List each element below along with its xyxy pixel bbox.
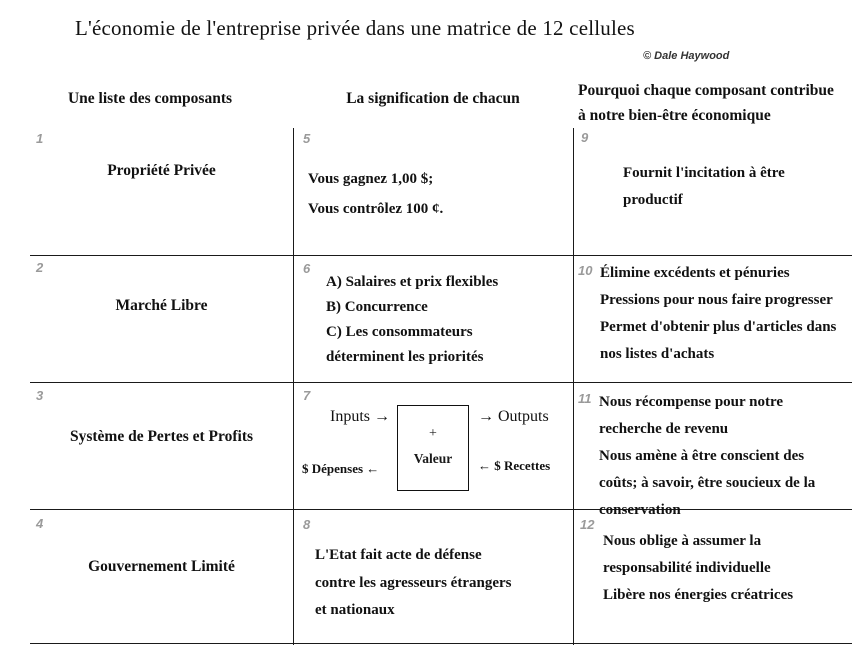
grid-vertical-divider-1 — [293, 128, 294, 645]
cell-11-line: coûts; à savoir, être soucieux de la — [599, 475, 816, 491]
cell-9-line: productif — [623, 192, 683, 208]
diagram-value-box — [397, 405, 469, 491]
column-header-contribution-line1: Pourquoi chaque composant contribue — [578, 82, 834, 99]
column-header-contribution-line2: à notre bien-être économique — [578, 107, 771, 124]
column-header-contribution — [578, 78, 867, 128]
cell-4-label: Gouvernement Limité — [88, 558, 235, 575]
grid-horizontal-divider-4 — [30, 643, 852, 644]
cell-8-number: 8 — [303, 517, 311, 532]
diagram-receipts-label: ← $ Recettes — [478, 458, 551, 473]
cell-8-text — [315, 542, 511, 625]
diagram-value-label: Valeur — [413, 451, 453, 466]
cell-7-number: 7 — [303, 388, 311, 403]
cell-5-number: 5 — [303, 131, 311, 146]
cell-1-number: 1 — [36, 131, 44, 146]
cell-9-text — [623, 160, 785, 214]
cell-6-number: 6 — [303, 261, 311, 276]
column-header-components: Une liste des composants — [67, 90, 233, 107]
cell-5-text — [308, 164, 443, 224]
cell-8-line: et nationaux — [315, 602, 395, 618]
cell-11-number: 11 — [578, 391, 592, 406]
cell-6-line: déterminent les priorités — [326, 349, 484, 365]
cell-6-line: C) Les consommateurs — [326, 324, 473, 340]
cell-6-line: A) Salaires et prix flexibles — [326, 274, 499, 290]
cell-9-line: Fournit l'incitation à être — [623, 165, 785, 181]
cell-5-line: Vous contrôlez 100 ¢. — [308, 201, 444, 217]
cell-10-line: Pressions pour nous faire progresser — [600, 292, 833, 308]
grid-horizontal-divider-2 — [30, 382, 852, 383]
cell-12-line: Nous oblige à assumer la — [603, 533, 762, 549]
cell-11-line: conservation — [599, 502, 681, 518]
cell-11-line: Nous récompense pour notre — [599, 394, 784, 410]
cell-4-number: 4 — [36, 516, 44, 531]
page-title: L'économie de l'entreprise privée dans une matrice de 12 cellules — [75, 16, 635, 40]
cell-11-text — [599, 389, 815, 524]
diagram-expenses-label: $ Dépenses ← — [302, 461, 380, 476]
cell-9-number: 9 — [581, 130, 589, 145]
cell-2-number: 2 — [36, 260, 44, 275]
cell-6-text — [326, 270, 498, 370]
cell-3-number: 3 — [36, 388, 44, 403]
cell-6-line: B) Concurrence — [326, 299, 428, 315]
cell-10-line: Élimine excédents et pénuries — [600, 265, 790, 281]
cell-10-number: 10 — [578, 263, 593, 278]
cell-11-line: Nous amène à être conscient des — [599, 448, 805, 464]
column-header-meaning: La signification de chacun — [346, 90, 520, 107]
cell-11-line: recherche de revenu — [599, 421, 729, 437]
cell-2-label: Marché Libre — [115, 297, 208, 314]
grid-horizontal-divider-1 — [30, 255, 852, 256]
diagram-outputs-label: → Outputs — [478, 408, 549, 425]
grid-vertical-divider-2 — [573, 128, 574, 645]
cell-3-label: Système de Pertes et Profits — [69, 428, 254, 445]
cell-8-line: contre les agresseurs étrangers — [315, 574, 512, 591]
cell-12-line: responsabilité individuelle — [603, 560, 771, 576]
cell-10-line: nos listes d'achats — [600, 346, 715, 362]
diagram-plus-sign: + — [429, 426, 437, 441]
cell-10-line: Permet d'obtenir plus d'articles dans — [600, 319, 837, 335]
cell-12-line: Libère nos énergies créatrices — [603, 587, 794, 603]
cell-8-line: L'Etat fait acte de défense — [315, 547, 482, 563]
cell-1-label: Propriété Privée — [107, 162, 216, 179]
copyright-credit: © Dale Haywood — [643, 50, 730, 62]
cell-10-text — [600, 260, 836, 368]
cell-12-text — [603, 528, 793, 609]
cell-5-line: Vous gagnez 1,00 $; — [308, 171, 434, 187]
diagram-inputs-label: Inputs → — [330, 408, 390, 425]
cell-12-number: 12 — [580, 517, 595, 532]
